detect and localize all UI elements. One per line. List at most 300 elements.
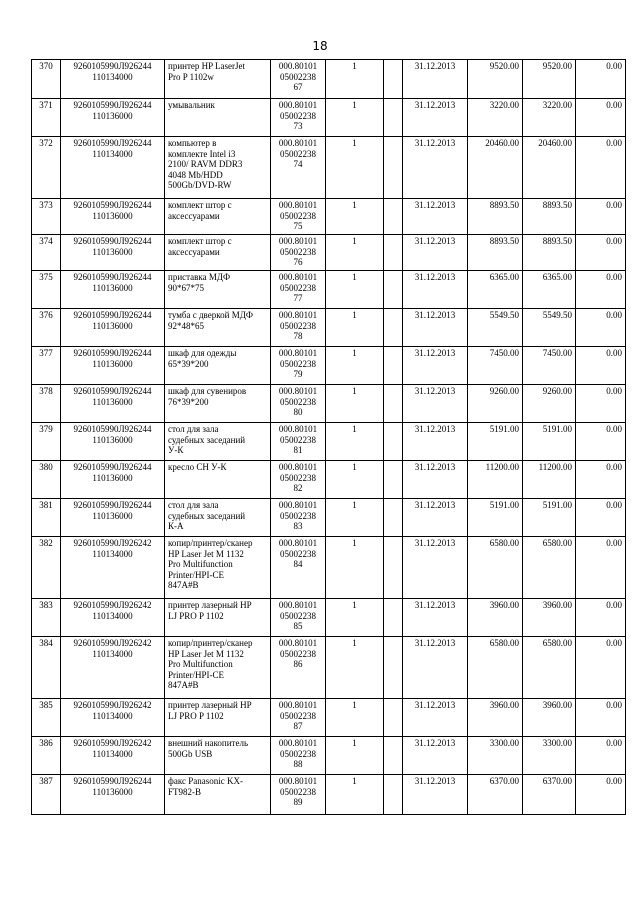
account-code-cell: [61, 423, 165, 461]
account-code-cell-line: 110134000: [92, 548, 133, 559]
table-row: [32, 309, 626, 347]
table-row: [32, 499, 626, 537]
row-number-cell: 375: [32, 271, 61, 309]
residual-cell: 0.00: [576, 699, 626, 737]
inventory-number-cell-line: 05002238: [280, 610, 316, 621]
account-code-cell-line: 110134000: [92, 648, 133, 659]
account-code-cell-line: 9260105990Л926244: [73, 200, 152, 210]
inventory-number-cell-line: 05002238: [280, 786, 316, 797]
inventory-number-cell-line: 05002238: [280, 320, 316, 331]
account-code-cell-line: 110134000: [92, 710, 133, 721]
inventory-number-cell-line: 000.80101: [278, 424, 318, 434]
inventory-number-cell-line: 05002238: [280, 510, 316, 521]
item-name-cell: [165, 271, 271, 309]
inventory-number-cell-line: 78: [293, 331, 303, 341]
account-code-cell-line: 9260105990Л926244: [73, 310, 152, 320]
quantity-cell: 1: [326, 699, 384, 737]
table-row: [32, 60, 626, 99]
item-name-cell: [165, 423, 271, 461]
account-code-cell-line: 110134000: [92, 71, 133, 82]
row-number-cell: 385: [32, 699, 61, 737]
row-number-cell: 381: [32, 499, 61, 537]
table-row: [32, 537, 626, 599]
inventory-number-cell: [271, 99, 326, 137]
price-cell: 20460.00: [468, 137, 523, 199]
inventory-number-cell: [271, 599, 326, 637]
row-number-cell: 371: [32, 99, 61, 137]
residual-cell: 0.00: [576, 235, 626, 271]
account-code-cell-line: 110136000: [92, 396, 133, 407]
residual-cell: 0.00: [576, 309, 626, 347]
item-name-cell-line: 65*39*200: [168, 358, 209, 369]
quantity-cell: 1: [326, 137, 384, 199]
account-code-cell: [61, 599, 165, 637]
inventory-number-cell: [271, 461, 326, 499]
inventory-number-cell: [271, 737, 326, 775]
date-cell: 31.12.2013: [403, 499, 468, 537]
empty-cell: [384, 537, 403, 599]
inventory-number-cell-line: 000.80101: [278, 138, 318, 148]
item-name-cell: [165, 347, 271, 385]
sum-cell: 20460.00: [523, 137, 576, 199]
inventory-number-cell-line: 73: [293, 121, 303, 131]
row-number-cell: 382: [32, 537, 61, 599]
residual-cell: 0.00: [576, 423, 626, 461]
item-name-cell-line: судебных заседаний: [168, 510, 246, 521]
account-code-cell: [61, 499, 165, 537]
inventory-number-cell-line: 000.80101: [278, 600, 318, 610]
residual-cell: 0.00: [576, 537, 626, 599]
inventory-number-cell-line: 05002238: [280, 148, 316, 159]
account-code-cell: [61, 637, 165, 699]
inventory-number-cell-line: 79: [293, 369, 303, 379]
inventory-number-cell-line: 74: [293, 159, 303, 169]
account-code-cell: [61, 60, 165, 99]
account-code-cell-line: 110136000: [92, 472, 133, 483]
table-row: [32, 385, 626, 423]
residual-cell: 0.00: [576, 775, 626, 815]
inventory-number-cell: [271, 235, 326, 271]
price-cell: 8893.50: [468, 199, 523, 235]
account-code-cell-line: 9260105990Л926244: [73, 272, 152, 282]
inventory-number-cell-line: 87: [293, 721, 303, 731]
quantity-cell: 1: [326, 461, 384, 499]
date-cell: 31.12.2013: [403, 309, 468, 347]
sum-cell: 5191.00: [523, 423, 576, 461]
item-name-cell: [165, 637, 271, 699]
residual-cell: 0.00: [576, 737, 626, 775]
quantity-cell: 1: [326, 199, 384, 235]
date-cell: 31.12.2013: [403, 775, 468, 815]
item-name-cell: [165, 199, 271, 235]
price-cell: 6370.00: [468, 775, 523, 815]
date-cell: 31.12.2013: [403, 599, 468, 637]
residual-cell: 0.00: [576, 499, 626, 537]
date-cell: 31.12.2013: [403, 637, 468, 699]
account-code-cell-line: 110136000: [92, 510, 133, 521]
inventory-number-cell-line: 67: [293, 82, 303, 92]
sum-cell: 6580.00: [523, 537, 576, 599]
table-row: [32, 199, 626, 235]
account-code-cell: [61, 199, 165, 235]
account-code-cell-line: 9260105990Л926244: [73, 462, 152, 472]
sum-cell: 3960.00: [523, 599, 576, 637]
item-name-cell-line: комплект штор с: [168, 236, 232, 246]
item-name-cell: [165, 235, 271, 271]
table-row: [32, 775, 626, 815]
inventory-number-cell: [271, 637, 326, 699]
account-code-cell: [61, 271, 165, 309]
item-name-cell: [165, 137, 271, 199]
account-code-cell-line: 9260105990Л926242: [73, 738, 152, 748]
row-number-cell: 370: [32, 60, 61, 99]
inventory-number-cell-line: 05002238: [280, 648, 316, 659]
row-number-cell: 373: [32, 199, 61, 235]
empty-cell: [384, 309, 403, 347]
account-code-cell-line: 110136000: [92, 786, 133, 797]
item-name-cell-line: шкаф для одежды: [168, 348, 237, 358]
quantity-cell: 1: [326, 775, 384, 815]
date-cell: 31.12.2013: [403, 385, 468, 423]
account-code-cell-line: 9260105990Л926242: [73, 600, 152, 610]
empty-cell: [384, 271, 403, 309]
empty-cell: [384, 599, 403, 637]
item-name-cell-line: стол для зала: [168, 500, 219, 510]
table-row: [32, 637, 626, 699]
inventory-number-cell-line: 000.80101: [278, 776, 318, 786]
table-row: [32, 137, 626, 199]
account-code-cell-line: 110136000: [92, 434, 133, 445]
inventory-number-cell-line: 05002238: [280, 110, 316, 121]
table-row: [32, 461, 626, 499]
item-name-cell-line: факс Panasonic KX-: [168, 776, 243, 786]
quantity-cell: 1: [326, 385, 384, 423]
item-name-cell-line: 90*67*75: [168, 282, 204, 293]
item-name-cell-line: умывальник: [168, 100, 215, 110]
sum-cell: 5191.00: [523, 499, 576, 537]
account-code-cell-line: 110134000: [92, 748, 133, 759]
account-code-cell-line: 9260105990Л926244: [73, 61, 152, 71]
inventory-number-cell: [271, 499, 326, 537]
row-number-cell: 383: [32, 599, 61, 637]
account-code-cell-line: 110134000: [92, 610, 133, 621]
item-name-cell-line: 847A#B: [168, 680, 199, 690]
sum-cell: 5549.50: [523, 309, 576, 347]
account-code-cell-line: 9260105990Л926244: [73, 776, 152, 786]
date-cell: 31.12.2013: [403, 537, 468, 599]
sum-cell: 3220.00: [523, 99, 576, 137]
sum-cell: 6370.00: [523, 775, 576, 815]
item-name-cell-line: судебных заседаний: [168, 434, 246, 445]
date-cell: 31.12.2013: [403, 461, 468, 499]
inventory-number-cell-line: 05002238: [280, 434, 316, 445]
inventory-number-cell-line: 000.80101: [278, 638, 318, 648]
account-code-cell: [61, 385, 165, 423]
price-cell: 11200.00: [468, 461, 523, 499]
inventory-number-cell-line: 81: [293, 445, 303, 455]
quantity-cell: 1: [326, 423, 384, 461]
date-cell: 31.12.2013: [403, 737, 468, 775]
item-name-cell: [165, 60, 271, 99]
date-cell: 31.12.2013: [403, 137, 468, 199]
item-name-cell-line: К-А: [168, 521, 184, 531]
account-code-cell-line: 9260105990Л926244: [73, 100, 152, 110]
inventory-number-cell-line: 000.80101: [278, 738, 318, 748]
item-name-cell-line: LJ PRO P 1102: [168, 610, 224, 621]
item-name-cell-line: 500Gb USB: [168, 748, 213, 759]
table-row: [32, 737, 626, 775]
account-code-cell: [61, 137, 165, 199]
account-code-cell-line: 9260105990Л926244: [73, 386, 152, 396]
item-name-cell-line: шкаф для сувениров: [168, 386, 247, 396]
price-cell: 5549.50: [468, 309, 523, 347]
price-cell: 9520.00: [468, 60, 523, 99]
inventory-number-cell-line: 05002238: [280, 548, 316, 559]
account-code-cell-line: 110136000: [92, 358, 133, 369]
account-code-cell-line: 9260105990Л926244: [73, 500, 152, 510]
date-cell: 31.12.2013: [403, 60, 468, 99]
item-name-cell: [165, 537, 271, 599]
item-name-cell-line: 847A#B: [168, 580, 199, 590]
inventory-number-cell-line: 05002238: [280, 210, 316, 221]
quantity-cell: 1: [326, 99, 384, 137]
item-name-cell-line: принтер лазерный HP: [168, 600, 252, 610]
quantity-cell: 1: [326, 599, 384, 637]
account-code-cell: [61, 461, 165, 499]
inventory-number-cell-line: 89: [293, 797, 303, 807]
empty-cell: [384, 347, 403, 385]
item-name-cell: [165, 309, 271, 347]
inventory-number-cell: [271, 423, 326, 461]
row-number-cell: 379: [32, 423, 61, 461]
item-name-cell-line: стол для зала: [168, 424, 219, 434]
item-name-cell-line: аксессуарами: [168, 210, 220, 221]
inventory-number-cell-line: 000.80101: [278, 386, 318, 396]
sum-cell: 9520.00: [523, 60, 576, 99]
quantity-cell: 1: [326, 537, 384, 599]
item-name-cell-line: копир/принтер/сканер: [168, 638, 253, 648]
empty-cell: [384, 461, 403, 499]
inventory-number-cell-line: 82: [293, 483, 303, 493]
inventory-number-cell-line: 75: [293, 221, 303, 231]
date-cell: 31.12.2013: [403, 235, 468, 271]
item-name-cell-line: 92*48*65: [168, 320, 204, 331]
date-cell: 31.12.2013: [403, 271, 468, 309]
item-name-cell-line: тумба с дверкой МДФ: [168, 310, 253, 320]
empty-cell: [384, 423, 403, 461]
residual-cell: 0.00: [576, 461, 626, 499]
row-number-cell: 384: [32, 637, 61, 699]
inventory-number-cell-line: 76: [293, 257, 303, 267]
inventory-number-cell-line: 88: [293, 759, 303, 769]
inventory-number-cell-line: 83: [293, 521, 303, 531]
row-number-cell: 377: [32, 347, 61, 385]
table-row: [32, 99, 626, 137]
empty-cell: [384, 775, 403, 815]
account-code-cell: [61, 537, 165, 599]
item-name-cell-line: Printer/HPI-CE: [168, 669, 224, 680]
item-name-cell-line: компьютер в: [168, 138, 217, 148]
item-name-cell-line: Printer/HPI-CE: [168, 569, 224, 580]
sum-cell: 3300.00: [523, 737, 576, 775]
account-code-cell: [61, 309, 165, 347]
sum-cell: 6365.00: [523, 271, 576, 309]
sum-cell: 11200.00: [523, 461, 576, 499]
account-code-cell-line: 9260105990Л926244: [73, 424, 152, 434]
empty-cell: [384, 637, 403, 699]
account-code-cell-line: 110136000: [92, 246, 133, 257]
account-code-cell: [61, 737, 165, 775]
residual-cell: 0.00: [576, 199, 626, 235]
price-cell: 9260.00: [468, 385, 523, 423]
row-number-cell: 372: [32, 137, 61, 199]
account-code-cell-line: 110136000: [92, 210, 133, 221]
item-name-cell-line: FT982-B: [168, 786, 202, 797]
price-cell: 8893.50: [468, 235, 523, 271]
residual-cell: 0.00: [576, 599, 626, 637]
date-cell: 31.12.2013: [403, 423, 468, 461]
inventory-number-cell: [271, 385, 326, 423]
empty-cell: [384, 99, 403, 137]
inventory-number-cell-line: 05002238: [280, 748, 316, 759]
inventory-number-cell: [271, 699, 326, 737]
inventory-number-cell: [271, 775, 326, 815]
item-name-cell: [165, 499, 271, 537]
residual-cell: 0.00: [576, 347, 626, 385]
sum-cell: 8893.50: [523, 235, 576, 271]
item-name-cell-line: копир/принтер/сканер: [168, 538, 253, 548]
item-name-cell-line: HP Laser Jet M 1132: [168, 648, 244, 659]
account-code-cell-line: 110134000: [92, 148, 133, 159]
item-name-cell: [165, 737, 271, 775]
item-name-cell-line: LJ PRO P 1102: [168, 710, 224, 721]
inventory-number-cell: [271, 309, 326, 347]
item-name-cell: [165, 385, 271, 423]
quantity-cell: 1: [326, 235, 384, 271]
empty-cell: [384, 699, 403, 737]
account-code-cell: [61, 235, 165, 271]
item-name-cell: [165, 775, 271, 815]
inventory-number-cell: [271, 60, 326, 99]
item-name-cell-line: внешний накопитель: [168, 738, 249, 748]
table-row: [32, 271, 626, 309]
inventory-number-cell-line: 85: [293, 621, 303, 631]
table-row: [32, 423, 626, 461]
inventory-number-cell-line: 000.80101: [278, 200, 318, 210]
account-code-cell-line: 110136000: [92, 282, 133, 293]
inventory-number-cell: [271, 347, 326, 385]
empty-cell: [384, 499, 403, 537]
inventory-number-cell-line: 000.80101: [278, 538, 318, 548]
quantity-cell: 1: [326, 347, 384, 385]
table-row: [32, 599, 626, 637]
price-cell: 7450.00: [468, 347, 523, 385]
inventory-number-cell: [271, 271, 326, 309]
page-number: 18: [312, 39, 328, 53]
date-cell: 31.12.2013: [403, 199, 468, 235]
account-code-cell-line: 110136000: [92, 110, 133, 121]
inventory-number-cell: [271, 537, 326, 599]
table-row: [32, 235, 626, 271]
inventory-table: [31, 59, 626, 815]
quantity-cell: 1: [326, 637, 384, 699]
price-cell: 3960.00: [468, 699, 523, 737]
item-name-cell: [165, 599, 271, 637]
item-name-cell-line: комплекте Intel i3: [168, 148, 236, 159]
item-name-cell: [165, 461, 271, 499]
account-code-cell-line: 9260105990Л926242: [73, 638, 152, 648]
inventory-number-cell-line: 80: [293, 407, 303, 417]
account-code-cell-line: 110136000: [92, 320, 133, 331]
sum-cell: 3960.00: [523, 699, 576, 737]
empty-cell: [384, 199, 403, 235]
price-cell: 3960.00: [468, 599, 523, 637]
item-name-cell-line: приставка МДФ: [168, 272, 231, 282]
account-code-cell: [61, 699, 165, 737]
price-cell: 6580.00: [468, 537, 523, 599]
item-name-cell-line: принтер HP LaserJet: [168, 61, 246, 71]
inventory-number-cell-line: 000.80101: [278, 272, 318, 282]
item-name-cell-line: Pro P 1102w: [168, 71, 214, 82]
table-row: [32, 699, 626, 737]
inventory-number-cell-line: 05002238: [280, 396, 316, 407]
row-number-cell: 386: [32, 737, 61, 775]
inventory-number-cell-line: 000.80101: [278, 310, 318, 320]
item-name-cell-line: Pro Multifunction: [168, 659, 233, 669]
item-name-cell-line: Pro Multifunction: [168, 559, 233, 569]
empty-cell: [384, 235, 403, 271]
date-cell: 31.12.2013: [403, 699, 468, 737]
item-name-cell-line: комплект штор с: [168, 200, 232, 210]
residual-cell: 0.00: [576, 385, 626, 423]
inventory-number-cell-line: 000.80101: [278, 236, 318, 246]
empty-cell: [384, 385, 403, 423]
account-code-cell: [61, 347, 165, 385]
inventory-number-cell-line: 05002238: [280, 358, 316, 369]
item-name-cell-line: 76*39*200: [168, 396, 209, 407]
row-number-cell: 378: [32, 385, 61, 423]
account-code-cell: [61, 99, 165, 137]
inventory-number-cell-line: 05002238: [280, 282, 316, 293]
inventory-number-cell-line: 05002238: [280, 710, 316, 721]
item-name-cell-line: 4048 Mb/HDD: [168, 169, 223, 180]
item-name-cell-line: принтер лазерный HP: [168, 700, 252, 710]
price-cell: 3300.00: [468, 737, 523, 775]
row-number-cell: 374: [32, 235, 61, 271]
price-cell: 5191.00: [468, 499, 523, 537]
account-code-cell-line: 9260105990Л926244: [73, 348, 152, 358]
row-number-cell: 380: [32, 461, 61, 499]
row-number-cell: 387: [32, 775, 61, 815]
inventory-number-cell-line: 000.80101: [278, 500, 318, 510]
quantity-cell: 1: [326, 499, 384, 537]
inventory-number-cell-line: 05002238: [280, 246, 316, 257]
price-cell: 3220.00: [468, 99, 523, 137]
residual-cell: 0.00: [576, 137, 626, 199]
item-name-cell: [165, 99, 271, 137]
item-name-cell-line: аксессуарами: [168, 246, 220, 257]
price-cell: 5191.00: [468, 423, 523, 461]
inventory-number-cell-line: 000.80101: [278, 462, 318, 472]
inventory-number-cell-line: 000.80101: [278, 61, 318, 71]
inventory-number-cell-line: 000.80101: [278, 348, 318, 358]
inventory-number-cell: [271, 199, 326, 235]
empty-cell: [384, 60, 403, 99]
sum-cell: 7450.00: [523, 347, 576, 385]
inventory-number-cell-line: 84: [293, 559, 303, 569]
empty-cell: [384, 737, 403, 775]
inventory-number-cell-line: 000.80101: [278, 700, 318, 710]
